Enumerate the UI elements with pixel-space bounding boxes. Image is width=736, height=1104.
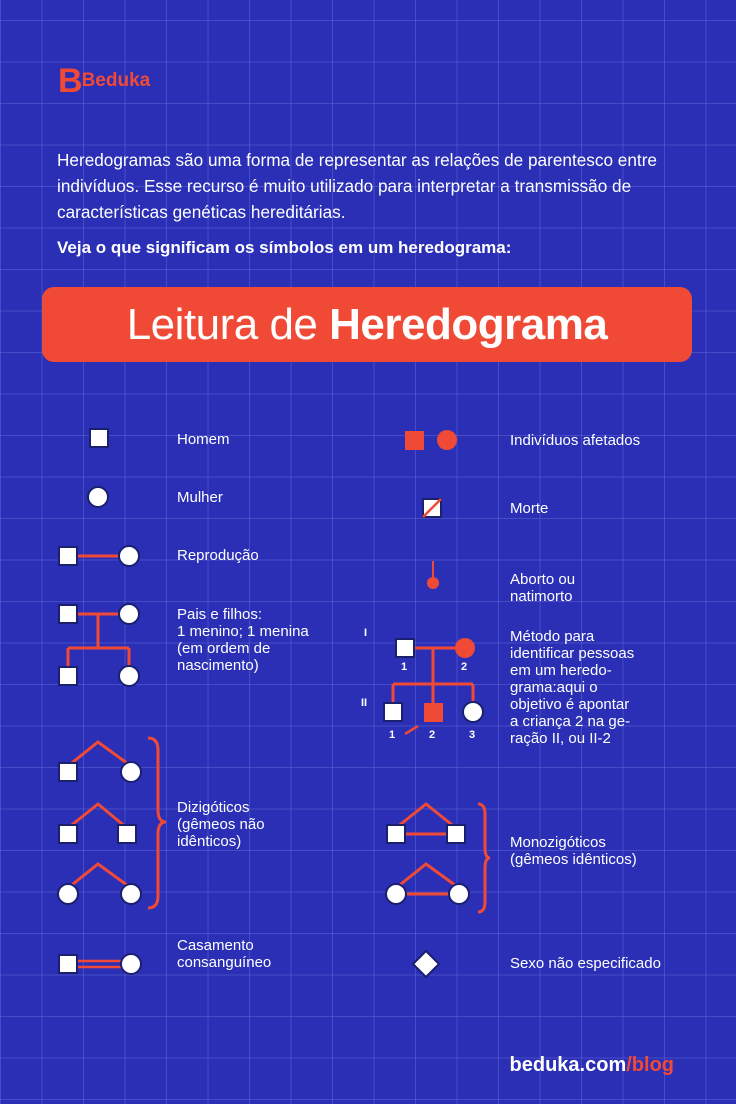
brace <box>148 738 166 908</box>
line: grama:aqui o <box>510 679 598 696</box>
subtitle: Veja o que significam os símbolos em um heredograma: <box>57 238 512 257</box>
identification-method-symbol <box>384 638 483 734</box>
female-symbol <box>88 487 108 507</box>
line: nascimento) <box>177 657 259 674</box>
line: (em ordem de <box>177 640 271 657</box>
label-monozigoticos <box>510 834 637 868</box>
death-symbol <box>423 499 441 517</box>
individual-number: 2 <box>461 661 468 673</box>
label-afetados: Indivíduos afetados <box>510 432 641 449</box>
dizygotic-twins-symbol <box>58 738 166 908</box>
line: consanguíneo <box>177 954 272 971</box>
line: idênticos) <box>177 833 242 850</box>
individual-number: 1 <box>389 729 396 741</box>
label-sexo: Sexo não especificado <box>510 955 661 972</box>
footer-link[interactable] <box>510 1054 674 1077</box>
generation-label: II <box>361 697 368 709</box>
label-morte: Morte <box>510 500 549 517</box>
individual-number: 3 <box>469 729 476 741</box>
line: Monozigóticos <box>510 834 606 851</box>
line: Casamento <box>177 937 254 954</box>
label-reproducao: Reprodução <box>177 547 259 564</box>
line: Aborto ou <box>510 571 576 588</box>
label-homem: Homem <box>177 431 230 448</box>
footer-path: /blog <box>626 1054 674 1076</box>
label-casamento <box>177 937 271 971</box>
line: ração II, ou II-2 <box>510 730 611 747</box>
brace <box>478 804 490 912</box>
individual-number: 1 <box>401 661 408 673</box>
male-symbol <box>90 429 108 447</box>
reproduction-symbol <box>59 546 139 566</box>
arrow-icon <box>405 726 418 734</box>
label-metodo <box>510 628 634 747</box>
line: natimorto <box>510 588 573 605</box>
label-dizigoticos <box>177 799 265 850</box>
line: identificar pessoas <box>510 645 635 662</box>
label-aborto <box>510 571 575 605</box>
individual-number: 2 <box>429 729 436 741</box>
line: (gêmeos não <box>177 816 265 833</box>
generation-label: I <box>364 627 368 639</box>
logo-mark: B <box>58 62 81 100</box>
consanguineous-marriage-symbol <box>59 954 141 974</box>
unspecified-sex-symbol <box>413 951 439 977</box>
line: a criança 2 na ge- <box>510 713 631 730</box>
title-light: Leitura de <box>126 299 330 349</box>
line: Dizigóticos <box>177 799 250 816</box>
line: Pais e filhos: <box>177 606 263 623</box>
line: Método para <box>510 628 595 645</box>
line: (gêmeos idênticos) <box>510 851 637 868</box>
label-pais-filhos <box>177 606 309 674</box>
affected-symbols <box>405 430 457 450</box>
monozygotic-twins-symbol <box>386 804 490 912</box>
intro-text: Heredogramas são uma forma de representar as relações de parentesco entre indivíduos. Esse recurso é muito utilizado para interpretar a transmissão de características genéticas hereditárias. <box>57 150 657 222</box>
label-mulher: Mulher <box>177 489 223 506</box>
abortion-symbol <box>427 561 439 589</box>
line: 1 menino; 1 menina <box>177 623 309 640</box>
parents-children-symbol <box>59 604 139 686</box>
line: objetivo é apontar <box>510 696 630 713</box>
footer-domain: beduka.com <box>509 1054 627 1076</box>
title-bold: Heredograma <box>329 299 608 349</box>
line: em um heredo- <box>510 662 612 679</box>
logo-name: Beduka <box>81 70 151 91</box>
